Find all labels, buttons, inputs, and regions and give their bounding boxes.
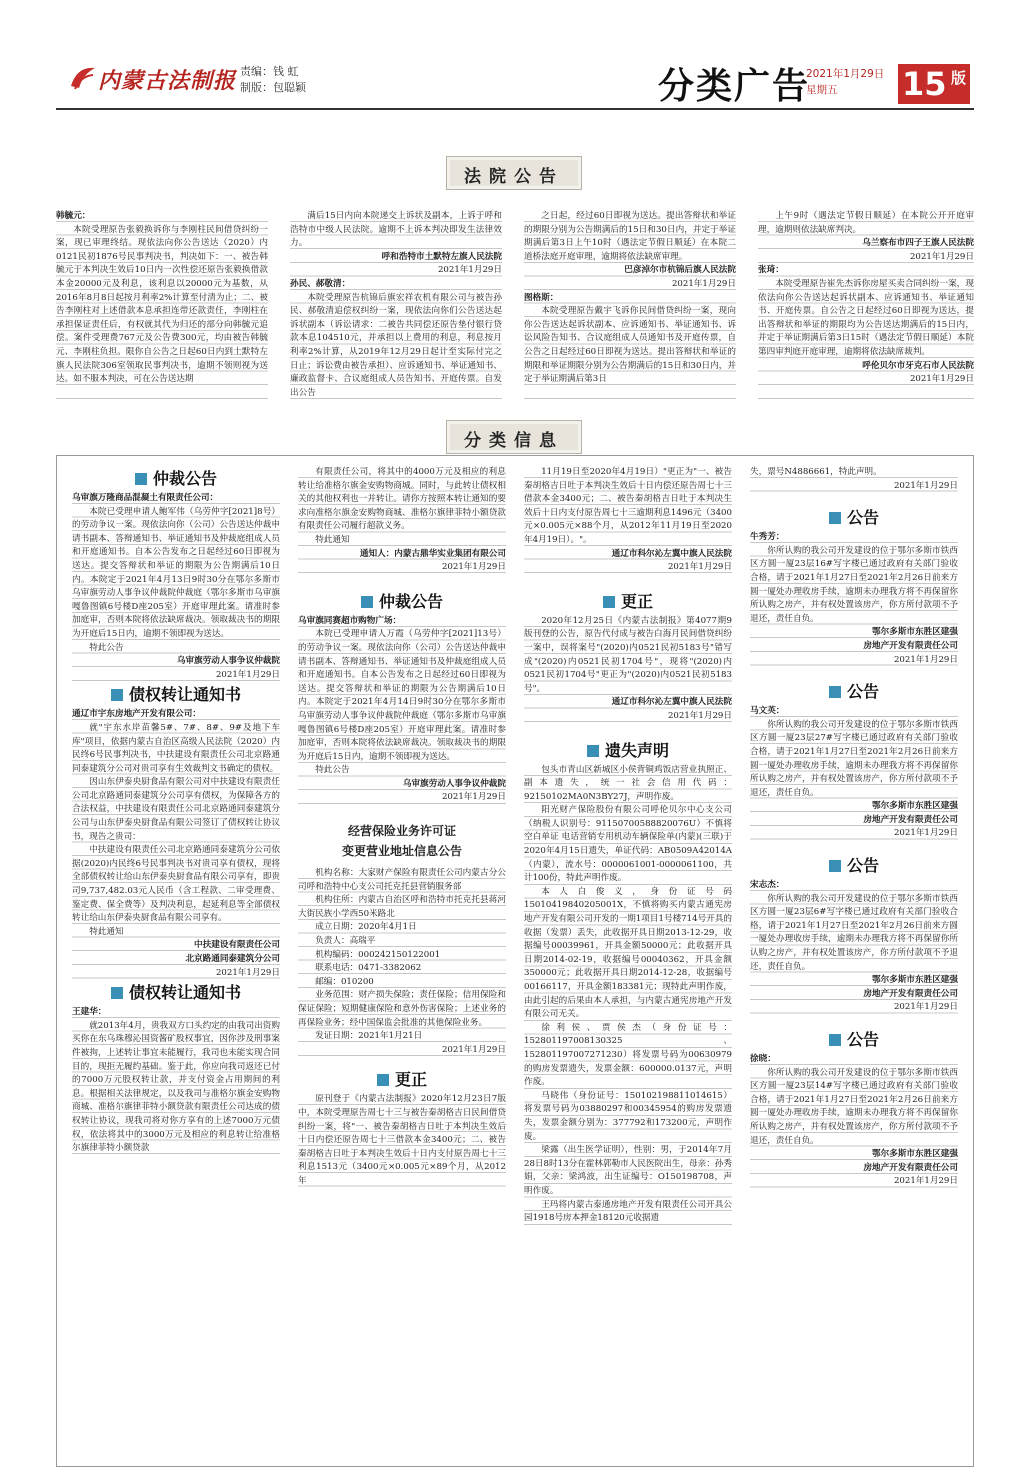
notice-signature: 鄂尔多斯市东胜区建强 [872,975,958,986]
notice-body: 本院受理原告戴宇飞诉你民间借贷纠纷一案，现向你公告送达起诉状副本、应诉通知书、举证通知书、诉讼风险告知书、合议庭组成人员通知书及开庭传票，自公告之日起经过60日即视为送达。提出答辩状和举证的期限和举证期限分别为公告期满后的15日和30日内，并定于举证期满后第3日 [524,306,736,385]
court-notice-banner-text: 法院公告 [464,167,564,187]
notice-date: 2021年1月29日 [441,1044,506,1055]
notice-signature: 乌审旗劳动人事争议仲裁院 [176,656,280,667]
notice-addressee: 孙民、郝敬清： [290,278,351,289]
newspaper-logo [68,62,237,94]
debt-transfer-title: 债权转让通知书 [72,682,280,708]
notice-closing: 特此通知 [89,926,124,937]
notice-body: 本院受理原告杭锦后旗宏祥农机有限公司与被告孙民、郝敬清追偿权纠纷一案，现依法向你们公告送达起诉状副本（诉讼请求：二被告共同偿还原告垫付银行贷款本息104510元，并承担以上费用的利息，利息按月利率2%计算，从2019年12月29日起计至实际付完之日止；诉讼费由被告承担）、应诉通知书、举证通知书、廉政监督卡、合议庭组成人员告知书、开庭传票。自发出公告 [290,292,502,398]
notice-closing: 特此通知 [315,534,350,545]
notice-field: 机构编码：000242150122001 [315,949,441,960]
square-bullet-icon [829,1034,841,1046]
notice-field: 成立日期：2020年4月1日 [315,922,417,933]
square-bullet-icon [587,745,599,757]
notice-date: 2021年1月29日 [893,1176,958,1187]
notice-addressee: 王建华： [72,1007,107,1018]
court-column-1 [56,210,268,406]
announcement-title: 公告 [750,679,958,705]
notice-date: 2021年1月29日 [893,480,958,491]
notice-addressee: 马文英： [750,706,785,717]
lost-declaration-title: 遗失声明 [524,738,732,764]
logo-text: 内蒙古法制报 [98,68,237,94]
notice-signature: 房地产开发有限责任公司 [863,988,958,999]
notice-signature: 鄂尔多斯市东胜区建强 [872,801,958,812]
arbitration-notice-title: 仲裁公告 [298,589,506,615]
square-bullet-icon [829,860,841,872]
notice-signature: 通辽市科尔沁左翼中旗人民法院 [611,697,732,708]
notice-body: 失，票号N4886661，特此声明。 [750,467,882,477]
notice-body: 就2013年4月，贵我双方口头约定的由我司出资购买你在东乌珠穆沁国资酱矿股权事宜，因你涉及刑事案件被拘，上述转让事宜未能履行，我司也未能实现合同目的，现拒无履约基础。鉴于此，你应向我司返还已付的7000万元股权转让款，并支付资金占用期间的利息。根据相关法律规定，以及我司与准格尔旗金安购物商城、准格尔旗律菲特小额贷款有限责任公司达成的债权转让协议，现我司将对你方享有的上述7000万元债权，依法将其中的3000万元及相应的利息转让给准格尔旗律菲特小额贷款 [72,1020,280,1154]
page-suffix: 版 [950,69,966,87]
notice-body: 本院已受理申请人万霞（乌劳仲字[2021]13号）的劳动争议一案。现依法向你（公司）公告送达仲裁申请书副本、答辩通知书、举证通知书及仲裁庭组成人员和开庭通知书。自本公告发布之日起经过60日即视为送达。提交答辩状和举证的期限为公告期满后10日内。本院定于2021年4月14日9时30分在鄂尔多斯市乌审旗劳动人事争议仲裁院仲裁庭（鄂尔多斯市乌审旗嘎鲁图镇6号楼D座205室）开庭审理此案。请准时参加庭审，否则本院将依法缺席裁决。领取裁决书的期限为开庭后15日内，逾期不领即视为送达。 [298,629,506,762]
editor-name: 责编：钱 虹 [240,65,299,78]
notice-addressee: 韩毓元： [56,211,91,221]
section-title: 分类广告 [658,66,811,107]
announcement-title: 公告 [750,1027,958,1053]
notice-body: 原刊登于《内蒙古法制报》2020年12月23日7版中，本院受理原告周七十三与被告秦胡格吉日民间借贷纠纷一案，将"一、被告秦胡格吉日吐于本判决生效后十日内偿还原告周七十三借款本金3400元；二、被告秦胡格吉日吐于本判决生效后十日内支付原告周七十三利息1513元（3400元×0.005元×89个月，从2012年 [298,1094,506,1186]
square-bullet-icon [829,512,841,524]
notice-date: 2021年1月29日 [909,251,974,262]
masthead-rule [56,108,974,110]
notice-date: 2021年1月29日 [215,967,280,978]
announcement-title: 公告 [750,505,958,531]
page-number-badge [898,64,970,104]
notice-date: 2021年1月29日 [667,562,732,573]
notice-date: 2021年1月29日 [909,374,974,385]
notice-field: 邮编：010200 [315,976,374,987]
notice-closing: 特此公告 [89,642,124,653]
notice-addressee: 徐晓： [750,1054,776,1064]
notice-date: 2021年1月29日 [893,654,958,665]
notice-field: 联系电话：0471-3382062 [315,963,422,974]
notice-body: 你所认购的我公司开发建设的位于鄂尔多斯市铁西区方圆一厦23层14#写字楼已通过政府有关部门验收合格，请于2021年1月27日至2021年2月26日前来方圆一厦处办理收房手续，逾期未办理我方将不再保留你所认购之房产，并有权处置该房产，你方所付款项不予退还，责任自负。 [750,1067,958,1146]
notice-field: 机构住所：内蒙古自治区呼和浩特市托克托县蒋河大街民族小学西50米路北 [298,895,506,919]
lost-item: 马晓伟（身份证号：150102198811014615）将发票号码为03880297和00345954的购房发票遗失，发票金额分别为：377792和173200元，声明作废。 [524,1090,732,1142]
notice-signature: 通知人：内蒙古鼎华实业集团有限公司 [359,548,506,559]
notice-field: 负责人：高瑞平 [315,936,376,947]
square-bullet-icon [135,473,147,485]
insurance-notice-title: 经营保险业务许可证 变更营业地址信息公告 [341,824,462,859]
lost-item: 王玛将内蒙古泰通房地产开发有限责任公司开具公园1918号房本押金18120元收据遗 [524,1199,732,1224]
page-number: 15 [902,65,947,103]
classified-column-3 [524,466,732,1456]
notice-addressee: 牛秀芳： [750,532,785,543]
square-bullet-icon [361,596,373,608]
notice-date: 2021年1月29日 [441,562,506,573]
notice-date: 2021年1月29日 [667,710,732,721]
square-bullet-icon [603,596,615,608]
notice-addressee: 张琦： [758,265,784,276]
notice-date: 2021年1月29日 [437,265,502,276]
classified-column-4 [750,466,958,1456]
notice-signature: 北京路通同泰建筑分公司 [185,954,280,964]
masthead [0,0,1024,120]
notice-signature: 乌审旗劳动人事争议仲裁院 [402,778,506,789]
square-bullet-icon [829,686,841,698]
correction-title: 更正 [298,1067,506,1093]
logo-emblem-icon [68,62,98,92]
lost-item: 梁露（出生医学证明），性别：男，于2014年7月28日8时13分在霍林郭勒市人民医院出生，母亲：孙秀娟，父亲：梁鸿波，出生证编号：O150198708，声明作废。 [524,1145,732,1196]
notice-date: 2021年1月29日 [893,1002,958,1013]
notice-body: 你所认购的我公司开发建设的位于鄂尔多斯市铁西区方圆一厦23层6#写字楼已通过政府有关部门验收合格，请于2021年1月27日至2021年2月26日前来方圆一厦处办理收房手续，逾期未办理我方将不再保留你所认购之房产，并有权处置该房产，你方所付款项不予退还，责任自负。 [750,893,958,972]
lost-item: 徐利侯、贾侯杰（身份证号：152801197008130325、152801197007271230）将发票号码为00630979的购房发票遗失，发票金额：600000.0137元，声明作废。 [524,1022,732,1088]
court-notice-banner [446,156,582,190]
notice-field: 发证日期：2021年1月21日 [315,1031,423,1042]
notice-field: 业务范围：财产损失保险；责任保险；信用保险和保证保险；短期健康保险和意外伤害保险；上述业务的再保险业务；经中国保监会批准的其他保险业务。 [298,990,506,1028]
correction-title: 更正 [524,589,732,615]
notice-date: 2021年1月29日 [893,828,958,839]
notice-body: 2020年12月25日《内蒙古法制报》第4077期9版刊登的公告，原告代付成与被告白海月民间借贷纠纷一案中，误将案号"(2020)内0521民初5183号"错写成"(2020)内0521民初1704号"，现将"(2020)内0521民初1704号"更正为"(2020)内0521民初5183号"。 [524,615,732,694]
classified-info-banner [446,420,582,454]
classified-info-banner-text: 分类信息 [464,431,564,451]
lost-item: 本人白俊义，身份证号码15010419840205001X，不慎将购买内蒙古通宪房地产开发有限公司开发的一期1项目1号楼714号开具的收据（发票）丢失，此收据开具日期2013-12-29，收据编号00039961，开具金额50000元；此收据开具日期2014-02-19，收据编号00040362，开具金额350000元；此收据开具日期2014-12-28，收据编号00166117，开具金额183381元；现特此声明作废，由此引起的后果由本人承担，与内蒙古通宪房地产开发有限公司无关。 [524,886,732,1020]
notice-date: 2021年1月29日 [441,792,506,803]
announcement-title: 公告 [750,853,958,879]
notice-body: 本院受理原告崔先杰诉你房屋买卖合同纠纷一案，现依法向你公告送达起诉状副本、应诉通知书、举证通知书、开庭传票。自公告之日起经过60日即视为送达，提出答辩状和举证的期限均为公告送达期满后的15日内，并定于举证期满后第3日15时（遇法定节假日顺延）本院第四审判庭开庭审理，逾期将依法缺席裁判。 [758,278,974,357]
court-column-2 [290,210,502,406]
notice-addressee: 图格斯： [524,292,559,303]
notice-closing: 特此公告 [315,765,350,776]
notice-body: 11月19日至2020年4月19日）"更正为"一、被告秦胡格吉日吐于本判决生效后十日内偿还原告周七十三借款本金3400元；二、被告秦胡格吉日吐于本判决生效后十日内支付原告周七十三逾期利息1496元（3400元×0.005元×88个月，从2012年11月19日至2020年4月19日）。"。 [524,467,732,545]
notice-body: 本院受理原告张毅换诉你与李刚柱民间借贷纠纷一案，现已审理终结。现依法向你公告送达（2020）内0121民初1876号民事判决书，判决如下：一、被告韩毓元于本判决生效后10日内一次性偿还原告张毅换借款本金20000元及利息，该利息以20000元为基数，从2016年8月8日起按月利率2%计算至付清为止；二、被告李刚柱对上述借款本息承担连带还款责任，李刚柱在承担保证责任后，有权就其代为归还的部分向韩毓元追偿。案件受理费767元及公告费300元，均由被告韩毓元、李刚柱负担。限你自公告之日起60日内到土默特左旗人民法院306室领取民事判决书，逾期不领则视为送达。如不服本判决，可在公告送达期 [56,224,268,385]
issue-date-box [806,66,884,98]
notice-signature: 房地产开发有限责任公司 [863,1162,958,1173]
notice-body: 之日起，经过60日即视为送达。提出答辩状和举证的期限分别为公告期满后的15日和30日内，并定于举证期满后第3日上午10时（遇法定节假日顺延）在本院二道桥法庭开庭审理，逾期将依法缺席审理。 [524,211,736,262]
court-column-4 [758,210,974,406]
court-column-3 [524,210,736,406]
square-bullet-icon [377,1074,389,1086]
notice-addressee: 乌审旗同赛超市购物广场： [298,615,402,626]
notice-signature: 乌兰察布市四子王旗人民法院 [862,238,974,249]
notice-body: 就"宇东水岸苗馨5#、7#、8#、9#及地下车库"项目，依据内蒙古自治区高级人民法院（2020）内民终6号民事判决书，中扶建设有限责任公司北京路通同泰建筑分公司对贵司享有生效裁判文书确定的债权。 [72,722,280,774]
notice-body: 本院已受理申请人鲍军伟（乌劳仲字[2021]8号）的劳动争议一案。现依法向你（公司）公告送达仲裁申请书副本、答辩通知书、举证通知书及仲裁庭组成人员和开庭通知书。自本公告发布之日起经过60日即视为送达。提交答辩状和举证的期限为公告期满后10日内。本院定于2021年4月13日9时30分在鄂尔多斯市乌审旗劳动人事争议仲裁院仲裁庭（鄂尔多斯市乌审旗嘎鲁图镇6号楼D座205室）开庭审理此案。请准时参加庭审，否则本院将依法缺席裁决。领取裁决书的期限为开庭后15日内，逾期不领即视为送达。 [72,506,280,639]
lost-item: 阳光财产保险股份有限公司呼伦贝尔中心支公司（纳税人识别号：91150700588820076U）不慎将空白单证 电话营销专用机动车辆保险单(内蒙)(三联)于2020年4月15日遗失，单证代码：AB0509A42014A（内蒙），流水号：0000061001-0000061100，共计100份，特此声明作废。 [524,805,732,884]
lost-item: 包头市青山区新城区小侯背铜鸡饭店营业执照正、副本遗失，统一社会信用代码：92150102MA0N3BY27J，声明作废。 [524,764,732,802]
notice-date: 2021年1月29日 [671,278,736,289]
notice-signature: 呼和浩特市土默特左旗人民法院 [381,251,502,262]
notice-body: 满后15日内向本院递交上诉状及副本，上诉于呼和浩特市中级人民法院。逾期不上诉本判决即发生法律效力。 [290,211,502,249]
notice-signature: 通辽市科尔沁左翼中旗人民法院 [611,548,732,559]
notice-body: 你所认购的我公司开发建设的位于鄂尔多斯市铁西区方圆一厦23层27#写字楼已通过政府有关部门验收合格，请于2021年1月27日至2021年2月26日前来方圆一厦处办理收房手续，逾期未办理我方将不再保留你所认购之房产，并有权处置该房产，你方所付款项不予退还，责任自负。 [750,719,958,798]
classified-column-2 [298,466,506,1456]
debt-transfer-title: 债权转让通知书 [72,980,280,1006]
notice-field: 机构名称：大家财产保险有限责任公司内蒙古分公司呼和浩特中心支公司托克托县营销服务部 [298,868,506,892]
notice-body: 中扶建设有限责任公司北京路通同泰建筑分公司依据(2020)内民终6号民事判决书对贵司享有债权，现将全部债权转让给山东伊泰央厨食品有限公司享有，即贵司9,737,482.03元人民币（含工程款、二审受理费、鉴定费、保全费等）及判决利息，起延利息等全部债权转让给山东伊泰央厨食品有限公司享有。 [72,845,280,924]
notice-body: 因山东伊泰央厨食品有限公司对中扶建设有限责任公司北京路通同泰建筑分公司享有债权，为保障各方的合法权益，中扶建设有限责任公司北京路通同泰建筑分公司与山东伊泰央厨食品有限公司签订了债权转让协议书，现告之贵司： [72,777,280,842]
square-bullet-icon [111,987,123,999]
arbitration-notice-title: 仲裁公告 [72,466,280,492]
notice-signature: 房地产开发有限责任公司 [863,814,958,825]
notice-signature: 巴彦淖尔市杭锦后旗人民法院 [624,265,736,276]
notice-signature: 房地产开发有限责任公司 [863,640,958,651]
notice-signature: 鄂尔多斯市东胜区建强 [872,1149,958,1160]
notice-signature: 中扶建设有限责任公司 [194,940,280,951]
square-bullet-icon [111,689,123,701]
editor-info [240,64,306,96]
classified-column-1 [72,466,280,1456]
notice-addressee: 宋志杰： [750,880,785,891]
producer-name: 制版：包聪颖 [240,81,306,94]
notice-signature: 呼伦贝尔市牙克石市人民法院 [862,360,974,371]
notice-addressee: 通辽市宇东房地产开发有限公司： [72,709,201,720]
notice-addressee: 乌审旗万隆商品混凝土有限责任公司： [72,493,219,503]
notice-date: 2021年1月29日 [215,669,280,680]
notice-body: 有限责任公司，将其中的4000万元及相应的利息转让给准格尔旗金安购物商城。同时，与此转让债权相关的其他权利也一并转让。请你方按照本转让通知的要求向准格尔旗金安购物商城、准格尔旗律菲特小额贷款有限责任公司履行超款义务。 [298,467,506,532]
notice-signature: 鄂尔多斯市东胜区建强 [872,627,958,638]
notice-body: 你所认购的我公司开发建设的位于鄂尔多斯市铁西区方圆一厦23层16#写字楼已通过政府有关部门验收合格，请于2021年1月27日至2021年2月26日前来方圆一厦处办理收房手续，逾期未办理我方将不再保留你所认购之房产，并有权处置该房产，你方所付款项不予退还，责任自负。 [750,545,958,624]
issue-weekday: 星期五 [806,84,838,96]
issue-date: 2021年1月29日 [806,68,885,80]
notice-body: 上午9时（遇法定节假日顺延）在本院公开开庭审理，逾期则依法缺席判决。 [758,211,974,235]
